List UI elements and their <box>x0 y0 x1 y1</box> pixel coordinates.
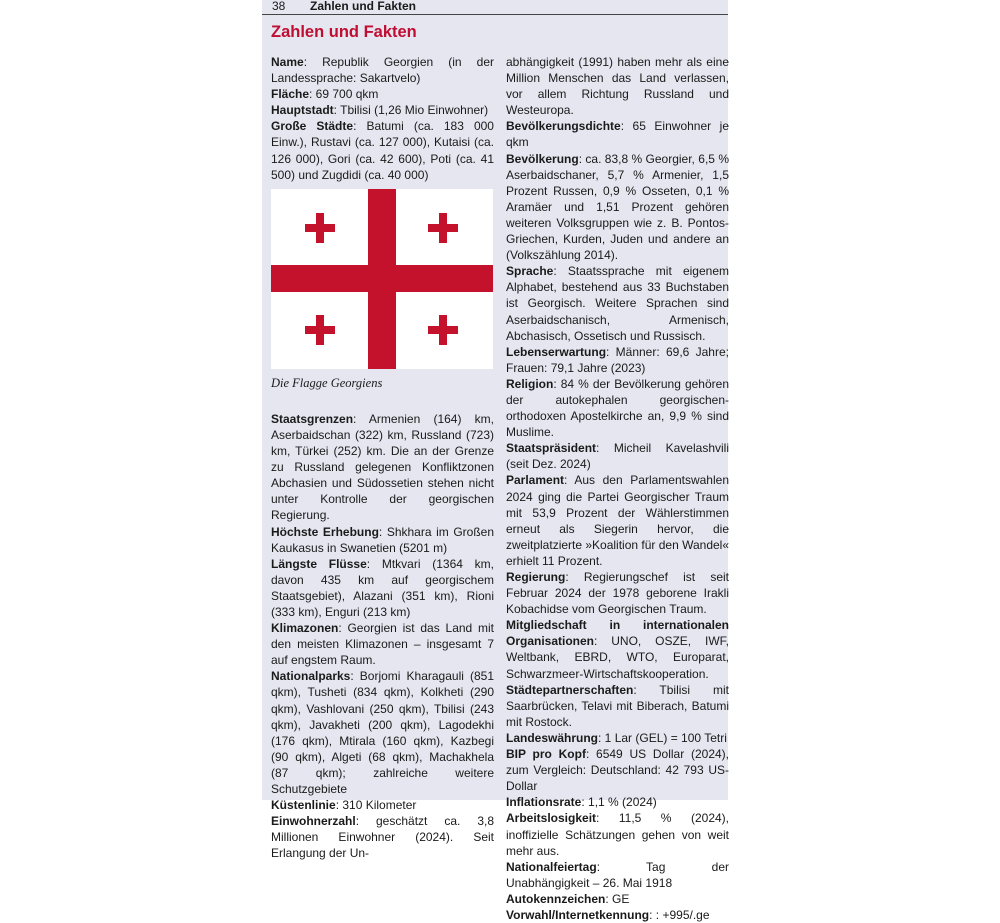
fact-label: Städtepartnerschaften <box>506 682 634 697</box>
fact-entry <box>506 344 729 376</box>
fact-label: Lebenserwartung <box>506 344 607 359</box>
fact-entry <box>506 810 729 858</box>
fact-entry <box>506 440 729 472</box>
fact-text: : 69 700 qkm <box>309 87 379 102</box>
fact-label: Nationalparks <box>271 669 351 684</box>
continued-text: abhängigkeit (1991) haben mehr als eine Million Menschen das Land verlassen, vor allem Richtung Russland und Westeuropa. <box>506 55 729 118</box>
right-column <box>506 54 729 923</box>
flag-cross-top-left <box>305 213 335 243</box>
fact-entry <box>271 668 494 797</box>
fact-entry <box>506 376 729 440</box>
fact-entry <box>506 472 729 569</box>
fact-text: : Tbilisi mit Saarbrücken, Telavi mit Biberach, Batumi mit Rostock. <box>506 682 729 729</box>
fact-label: Regierung <box>506 570 566 584</box>
flag-cross-bottom-right <box>428 315 458 345</box>
facts-list-top <box>271 54 494 183</box>
flag-caption: Die Flagge Georgiens <box>271 375 383 390</box>
fact-text: : Shkhara im Großen Kaukasus in Swanetien (5201 m) <box>271 524 494 555</box>
fact-label: Längste Flüsse <box>271 556 367 571</box>
fact-label: Einwohnerzahl <box>271 814 356 829</box>
fact-label: Inflationsrate <box>506 795 582 810</box>
fact-entry <box>271 86 494 102</box>
fact-entry <box>271 118 494 182</box>
fact-text: : 1 Lar (GEL) = 100 Tetri <box>598 730 727 745</box>
fact-label: Höchste Erhebung <box>271 524 379 539</box>
fact-text: : Republik Georgien (in der Landessprache: Sakartvelo) <box>271 55 494 86</box>
fact-label: Staatspräsident <box>506 441 597 456</box>
fact-text: : GE <box>605 891 630 906</box>
fact-label: Mitgliedschaft in internationalen Organisationen <box>506 618 729 649</box>
fact-entry <box>271 620 494 668</box>
fact-entry <box>506 891 729 907</box>
fact-text: : Männer: 69,6 Jahre; Frauen: 79,1 Jahre (2023) <box>506 344 729 375</box>
fact-label: Name <box>271 55 304 69</box>
fact-text: : Staatssprache mit eigenem Alphabet, bestehend aus 33 Buchstaben ist Georgisch. Weitere Sprachen sind Aserbaidschanisch, Armenisch, Abchasisch, Ossetisch und Russisch. <box>506 264 729 343</box>
fact-entry <box>271 54 494 86</box>
page-number: 38 <box>272 0 286 13</box>
fact-label: Autokennzeichen <box>506 891 606 906</box>
fact-text: : Tbilisi (1,26 Mio Einwohner) <box>333 103 489 118</box>
fact-text: : 65 Einwohner je qkm <box>506 119 729 150</box>
fact-label: Parlament <box>506 473 565 488</box>
fact-entry <box>506 730 729 746</box>
fact-text: : 11,5 % (2024), inoffizielle Schätzungen gehen von weit mehr aus. <box>506 811 729 858</box>
left-column <box>271 54 494 861</box>
fact-label: Küstenlinie <box>271 798 336 813</box>
fact-entry <box>506 907 729 923</box>
fact-label: Vorwahl/Internetkennung <box>506 907 650 922</box>
fact-entry <box>506 794 729 810</box>
fact-label: Nationalfeiertag <box>506 859 597 874</box>
georgia-flag-image <box>271 189 493 369</box>
fact-entry <box>271 813 494 861</box>
fact-text: : Borjomi Kharagauli (851 qkm), Tusheti (834 qkm), Kolkheti (290 qkm), Vashlovani (250 qkm), Tbilisi (243 qkm), Javakheti (200 qkm), Lagodekhi (176 qkm), Mtirala (160 qkm), Kazbegi (90 qkm), Algeti (68 qkm), Machakhela (87 qkm); zahlreiche weitere Schutzgebiete <box>271 669 494 796</box>
fact-text: : 310 Kilometer <box>335 798 417 813</box>
fact-label: BIP pro Kopf <box>506 747 586 762</box>
fact-text: : geschätzt ca. 3,8 Millionen Einwohner (2024). Seit Erlangung der Un- <box>271 814 494 861</box>
fact-label: Sprache <box>506 264 554 279</box>
fact-label: Landeswährung <box>506 730 599 745</box>
fact-entry <box>271 102 494 118</box>
fact-entry <box>271 797 494 813</box>
fact-entry <box>506 151 729 264</box>
fact-label: Religion <box>506 376 554 391</box>
fact-text: : 1,1 % (2024) <box>581 795 657 810</box>
section-title: Zahlen und Fakten <box>271 23 417 41</box>
flag-vertical-bar <box>368 189 396 369</box>
fact-label: Fläche <box>271 87 310 102</box>
fact-text: : 84 % der Bevölkerung gehören der autokephalen georgischen-orthodoxen Apostelkirche an, 9,9 % sind Muslime. <box>506 376 729 440</box>
book-page <box>262 0 730 922</box>
fact-text: : Mtkvari (1364 km, davon 435 km auf georgischem Staatsgebiet), Alazani (351 km), Rioni (333 km), Enguri (213 km) <box>271 556 494 619</box>
fact-entry <box>506 118 729 150</box>
fact-text: : Tag der Unabhängigkeit – 26. Mai 1918 <box>506 859 729 890</box>
fact-entry <box>506 569 729 617</box>
facts-list-right <box>506 118 729 923</box>
fact-text: : Micheil Kavelashvili (seit Dez. 2024) <box>506 441 729 472</box>
page-header <box>262 0 728 15</box>
fact-entry <box>506 682 729 730</box>
flag-cross-bottom-left <box>305 315 335 345</box>
fact-text: : Regierungschef ist seit Februar 2024 der 1978 geborene Irakli Kobachidse vom Georgischen Traum. <box>506 570 729 617</box>
fact-text: : UNO, OSZE, IWF, Weltbank, EBRD, WTO, Europarat, Schwarzmeer-Wirtschaftskooperation. <box>506 634 729 681</box>
fact-label: Staatsgrenzen <box>271 411 354 426</box>
fact-text: : Armenien (164) km, Aserbaidschan (322) km, Russland (723) km, Türkei (252) km. Die an der Grenze zu Russland gelegenen Konfliktzonen Abchasien und Südossetien stehen nicht unter Kontrolle der georgischen Regierung. <box>271 411 494 523</box>
fact-text: : Batumi (ca. 183 000 Einw.), Rustavi (ca. 127 000), Kutaisi (ca. 126 000), Gori (ca. 42 600), Poti (ca. 41 500) und Zugdidi (ca. 40 000) <box>271 119 494 182</box>
fact-text: : Aus den Parlamentswahlen 2024 ging die Partei Georgischer Traum mit 53,9 Prozent der Wählerstimmen erneut als Siegerin hervor, die zweitplatzierte »Koalition für den Wandel« erhielt 11 Prozent. <box>506 473 730 568</box>
fact-label: Bevölkerungsdichte <box>506 119 621 134</box>
fact-entry <box>506 617 729 681</box>
fact-entry <box>271 524 494 556</box>
fact-label: Arbeitslosigkeit <box>506 811 597 826</box>
fact-label: Große Städte <box>271 119 354 134</box>
fact-label: Bevölkerung <box>506 151 579 166</box>
fact-entry <box>506 746 729 794</box>
flag-cross-top-right <box>428 213 458 243</box>
facts-list-bottom <box>271 411 494 862</box>
fact-text: : : +995/.ge <box>649 907 710 922</box>
fact-entry <box>506 859 729 891</box>
fact-text: : ca. 83,8 % Georgier, 6,5 % Aserbaidschaner, 5,7 % Armenier, 1,5 Prozent Russen, 0,9 % Osseten, 0,1 % Aramäer und 1,51 Prozent gehören weiteren Volksgruppen wie z. B. Pontos-Griechen, Kurden, Juden und andere an (Volkszählung 2014). <box>506 151 729 263</box>
fact-text: : Georgien ist das Land mit den meisten Klimazonen – insgesamt 7 auf engstem Raum. <box>271 621 494 668</box>
running-title: Zahlen und Fakten <box>310 0 417 13</box>
fact-entry <box>271 411 494 524</box>
fact-entry <box>506 263 729 343</box>
fact-text: : 6549 US Dollar (2024), zum Vergleich: Deutschland: 42 793 US-Dollar <box>506 747 729 794</box>
fact-label: Klimazonen <box>271 621 339 636</box>
fact-label: Hauptstadt <box>271 103 334 118</box>
fact-entry <box>271 556 494 620</box>
